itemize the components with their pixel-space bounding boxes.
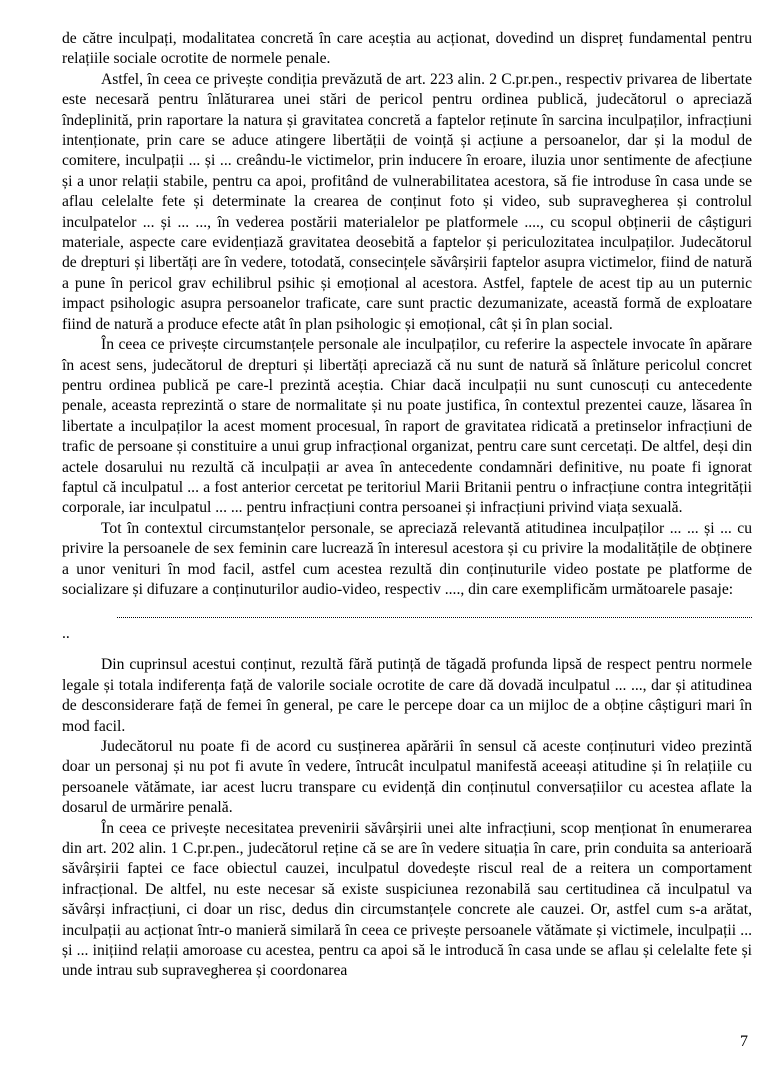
dotted-quote-placeholder — [117, 607, 752, 618]
paragraph-public-order-condition: Astfel, în ceea ce privește condiția prevăzută de art. 223 alin. 2 C.pr.pen., respectiv privarea de libertate este necesară pentru înlăturarea unei stări de pericol pentru ordinea publică, judecătorul o apreciază îndeplinită, prin raportare la natura și gravitatea concretă a faptelor reținute în sarcina inculpaților, infracțiuni intenționate, prin care se aduce atingere libertății de voință și acțiune a persoanelor, dar și la modul de comitere, inculpații ... și ... creându-le victimelor, prin inducere în eroare, iluzia unor sentimente de afecțiune și a unor relații stabile, pentru ca apoi, profitând de vulnerabilitatea acestora, să fie introduse în casa unde se aflau celelalte fete și determinate la crearea de conținut foto și video, sub supravegherea și controlul inculpatelor ... și ... ..., în vederea postării materialelor pe platformele ...., cu scopul obținerii de câștiguri materiale, aspecte care evidențiază gravitatea deosebită a faptelor și periculozitatea inculpaților. Judecătorul de drepturi și libertăți are în vedere, totodată, consecințele săvârșirii faptelor asupra victimelor, fiind de natură a pune în pericol grav echilibrul psihic și emoțional al acestora. Astfel, faptele de acest tip au un puternic impact psihologic asupra persoanelor traficate, care sunt practic dezumanizate, această formă de exploatare fiind de natură a produce efecte atât în plan psihologic și emoțional, cât și în plan social. — [62, 70, 752, 333]
paragraph-defense-argument: Judecătorul nu poate fi de acord cu susținerea apărării în sensul că aceste conținuturi video prezintă doar un personaj și nu pot fi avute în vedere, întrucât inculpatul manifestă aceeași atitudine și în relațiile cu persoanele vătămate, iar acest lucru transpare cu evidență din conținutul conversațiilor cu acestea aflate la dosarul de urmărire penală. — [62, 738, 752, 817]
paragraph-personal-circumstances: În ceea ce privește circumstanțele personale ale inculpaților, cu referire la aspectele invocate în apărare în acest sens, judecătorul de drepturi și libertăți apreciază că nu sunt de natură să înlăture pericolul concret pentru ordinea publică pe care-l prezintă aceștia. Chiar dacă inculpații nu sunt cunoscuți cu antecedente penale, aceasta reprezintă o stare de normalitate și nu poate justifica, în contextul prezentei cauze, lăsarea în libertate a inculpaților la acest moment procesual, în raport de gravitatea ridicată a pretinselor infracțiuni de trafic de persoane și constituire a unui grup infracțional organizat, pentru care sunt cercetați. De altfel, deși din actele dosarului nu rezultă că inculpații ar avea în antecedente condamnări definitive, nu poate fi ignorat faptul că inculpatul ... a fost anterior cercetat pe teritoriul Marii Britanii pentru o infracțiune contra integrității corporale, iar inculpatul ... ... pentru infracțiuni contra persoanei și infracțiuni privind viața sexuală. — [62, 336, 752, 517]
paragraph-crime-prevention: În ceea ce privește necesitatea prevenirii săvârșirii unei alte infracțiuni, scop menționat în enumerarea din art. 202 alin. 1 C.pr.pen., judecătorul reține că se are în vedere situația în care, prin conduita sa anterioară săvârșirii faptei ce face obiectul cauzei, inculpatul dovedește riscul real de a reitera un comportament infracțional. De altfel, nu este necesar să existe suspiciunea rezonabilă sau certitudinea că inculpatul va săvârși infracțiuni, ci doar un risc, dedus din circumstanțele concrete ale cauzei. Or, astfel cum s-a arătat, inculpații au acționat într-o manieră similară în ceea ce privește persoanele vătămate și victimele, inculpații ... și ... inițiind relații amoroase cu acestea, pentru ca apoi să le introducă în casa unde se aflau și celelalte fete și unde intrau sub supravegherea și coordonarea — [62, 819, 752, 980]
paragraph-continuation: de către inculpați, modalitatea concretă în care aceștia au acționat, dovedind un dispreț fundamental pentru relațiile sociale ocrotite de normele penale. — [62, 30, 752, 68]
page-number: 7 — [740, 1033, 748, 1050]
paragraph-content-analysis: Din cuprinsul acestui conținut, rezultă fără putință de tăgadă profunda lipsă de respect pentru normele legale și totala indiferența față de valorile sociale ocrotite de care dă dovadă inculpatul ... ..., dar și atitudinea de desconsiderare față de femei în general, pe care le percepe doar ca un mijloc de a obține câștiguri mari în mod facil. — [62, 656, 752, 735]
paragraph-defendants-attitude: Tot în contextul circumstanțelor personale, se apreciază relevantă atitudinea inculpaților ... ... și ... cu privire la persoanele de sex feminin care lucrează în interesul acestora și cu privire la modalitățile de obținere a unor venituri în mod facil, astfel cum acestea rezultă din conținuturile video postate pe platforme de socializare și difuzare a conținuturilor audio-video, respectiv ...., din care exemplificăm următoarele pasaje: — [62, 519, 752, 598]
document-body — [62, 29, 752, 982]
ellipsis-marker: .. — [62, 625, 70, 643]
